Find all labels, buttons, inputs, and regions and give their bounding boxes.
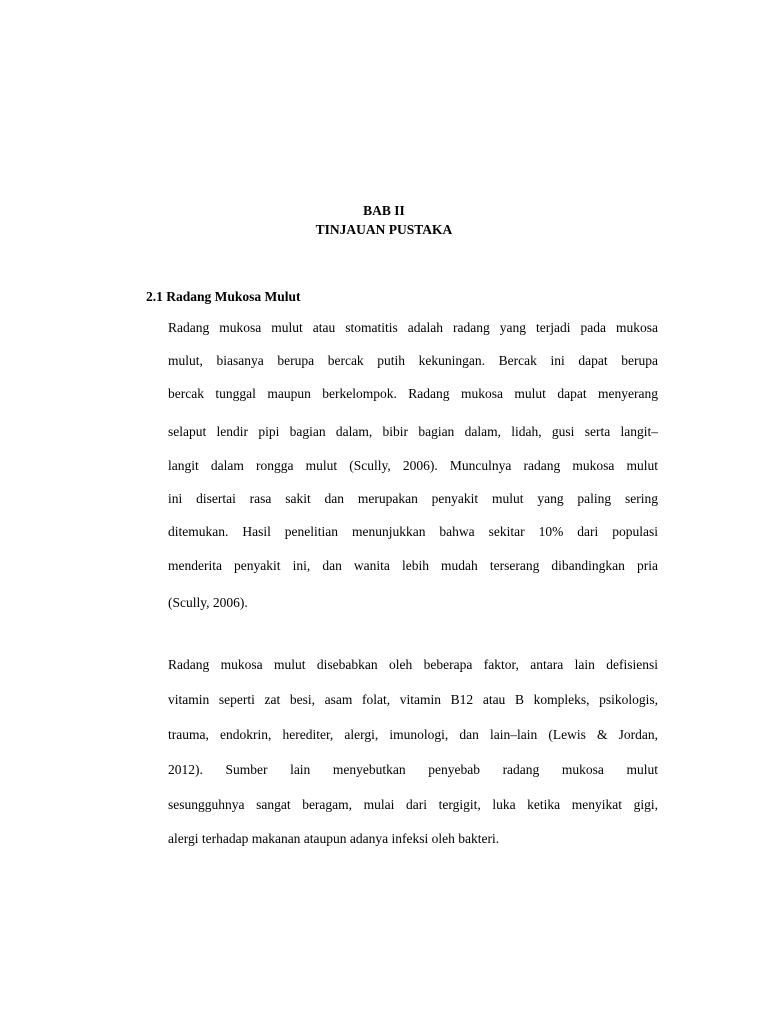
chapter-number: BAB II [363,203,405,218]
chapter-title: TINJAUAN PUSTAKA [315,222,453,237]
paragraph-line: bercak tunggal maupun berkelompok. Radang mukosa mulut dapat menyerang [168,386,658,401]
paragraph-line: sesungguhnya sangat beragam, mulai dari tergigit, luka ketika menyikat gigi, [168,797,658,812]
paragraph-line: ini disertai rasa sakit dan merupakan penyakit mulut yang paling sering [168,491,658,506]
paragraph-line: trauma, endokrin, herediter, alergi, imunologi, dan lain–lain (Lewis & Jordan, [168,727,658,742]
paragraph-line: alergi terhadap makanan ataupun adanya infeksi oleh bakteri. [168,831,500,846]
paragraph-line: mulut, biasanya berupa bercak putih kekuningan. Bercak ini dapat berupa [168,353,658,368]
paragraph-line: (Scully, 2006). [168,595,248,610]
paragraph-line: langit dalam rongga mulut (Scully, 2006). Munculnya radang mukosa mulut [168,458,658,473]
section-heading: 2.1 Radang Mukosa Mulut [146,289,301,304]
paragraph-line: Radang mukosa mulut atau stomatitis adalah radang yang terjadi pada mukosa [168,320,658,335]
paragraph-line: ditemukan. Hasil penelitian menunjukkan bahwa sekitar 10% dari populasi [168,524,658,539]
paragraph-line: menderita penyakit ini, dan wanita lebih mudah terserang dibandingkan pria [168,558,658,573]
paragraph-line: selaput lendir pipi bagian dalam, bibir bagian dalam, lidah, gusi serta langit– [168,424,658,439]
paragraph-line: Radang mukosa mulut disebabkan oleh beberapa faktor, antara lain defisiensi [168,657,658,672]
paragraph-line: vitamin seperti zat besi, asam folat, vitamin B12 atau B kompleks, psikologis, [168,692,658,707]
paragraph-line: 2012). Sumber lain menyebutkan penyebab radang mukosa mulut [168,762,658,777]
